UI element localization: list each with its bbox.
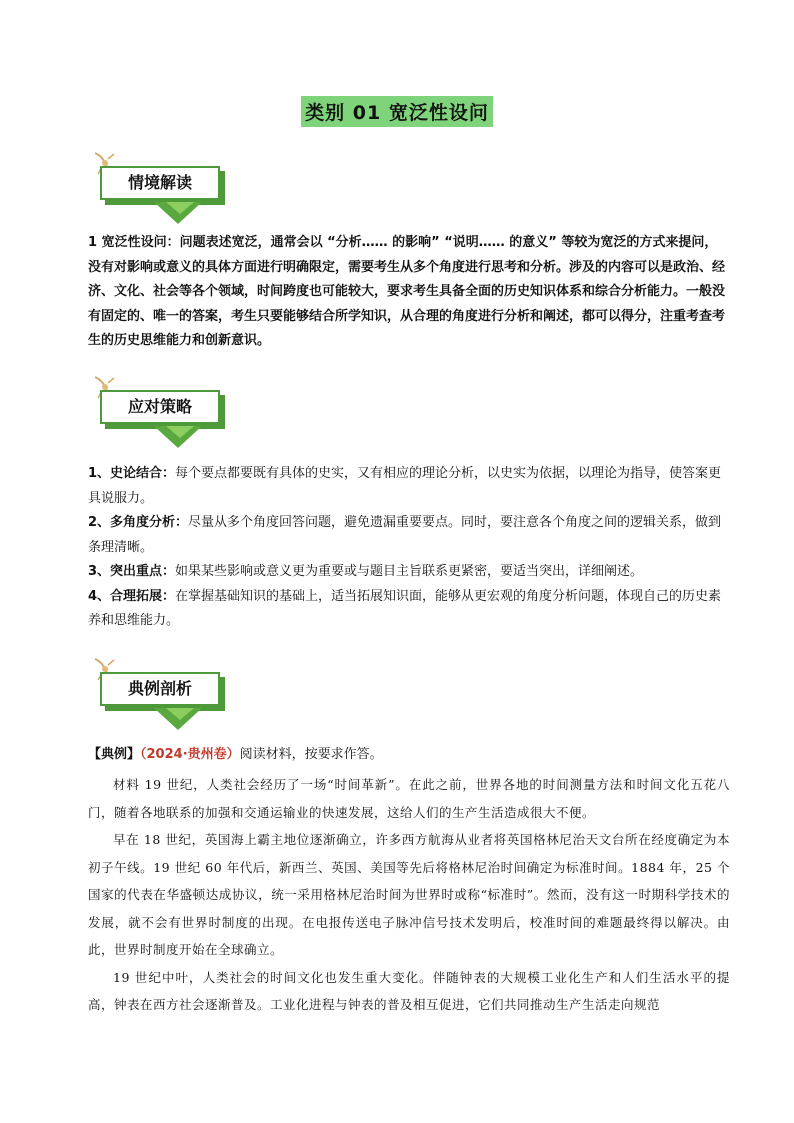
page-title: 类别 01 宽泛性设问 bbox=[301, 96, 493, 127]
material-paragraph: 19 世纪中叶，人类社会的时间文化也发生重大变化。伴随钟表的大规模工业化生产和人们生活水平的提高，钟表在西方社会逐渐普及。工业化进程与钟表的普及相互促进，它们共同推动生产生活走向规范 bbox=[88, 969, 730, 1012]
context-paragraph bbox=[88, 231, 730, 354]
section-header-strategy bbox=[80, 374, 230, 454]
strategy-text: 尽量从多个角度回答问题，避免遗漏重要要点。同时，要注意各个角度之间的逻辑关系，做到条理清晰。 bbox=[88, 515, 722, 555]
example-tag: 【典例】 bbox=[88, 747, 141, 762]
section-label: 典例剖析 bbox=[127, 679, 192, 698]
section-header-example bbox=[80, 656, 230, 736]
material-block bbox=[88, 771, 730, 1019]
section-header-context bbox=[80, 150, 230, 230]
strategy-item bbox=[88, 585, 730, 634]
example-line bbox=[88, 743, 730, 768]
material-paragraph: 材料 19 世纪，人类社会经历了一场“时间革新”。在此之前，世界各地的时间测量方法和时间文化五花八门，随着各地联系的加强和交通运输业的快速发展，这给人们的生产生活造成很大不便。 bbox=[88, 777, 730, 820]
context-text: 1 宽泛性设问：问题表述宽泛，通常会以 “分析…… 的影响” “说明…… 的意义” 等较为宽泛的方式来提问，没有对影响或意义的具体方面进行明确限定，需要考生从多个角度进行思考和分析。涉及的内容可以是政治、经济、文化、社会等各个领域，时间跨度也可能较大，要求考生具备全面的历史知识体系和综合分析能力。一般没有固定的、唯一的答案，考生只要能够结合所学知识，从合理的角度进行分析和阐述，都可以得分，注重考查考生的历史思维能力和创新意识。 bbox=[88, 235, 726, 348]
example-instruction: 阅读材料，按要求作答。 bbox=[239, 747, 383, 762]
strategy-item bbox=[88, 511, 730, 560]
strategy-item bbox=[88, 560, 730, 585]
section-label: 情境解读 bbox=[127, 173, 192, 192]
strategy-list bbox=[88, 462, 730, 634]
strategy-head: 1、史论结合： bbox=[88, 466, 176, 481]
title-wrap bbox=[0, 96, 794, 127]
strategy-head: 3、突出重点： bbox=[88, 564, 176, 579]
ribbon-icon-inner bbox=[166, 426, 194, 438]
strategy-text: 如果某些影响或意义更为重要或与题目主旨联系更紧密，要适当突出，详细阐述。 bbox=[175, 564, 644, 579]
strategy-text: 在掌握基础知识的基础上，适当拓展知识面，能够从更宏观的角度分析问题，体现自己的历史素养和思维能力。 bbox=[88, 588, 722, 628]
ribbon-icon-inner bbox=[166, 202, 194, 214]
example-header bbox=[88, 743, 730, 768]
material-paragraph: 早在 18 世纪，英国海上霸主地位逐渐确立，许多西方航海从业者将英国格林尼治天文台所在经度确定为本初子午线。19 世纪 60 年代后，新西兰、英国、美国等先后将格林尼治时间确定为标准时间。1884 年，25 个国家的代表在华盛顿达成协议，统一采用格林尼治时间为世界时或称“标准时”。然而，没有这一时期科学技术的发展，就不会有世界时制度的出现。在电报传送电子脉冲信号技术发明后，校准时间的难题最终得以解决。由此，世界时制度开始在全球确立。 bbox=[88, 832, 730, 957]
strategy-text: 每个要点都要既有具体的史实，又有相应的理论分析，以史实为依据，以理论为指导，使答案更具说服力。 bbox=[88, 466, 722, 506]
example-source: （2024·贵州卷） bbox=[140, 747, 240, 762]
section-label: 应对策略 bbox=[127, 397, 192, 416]
strategy-head: 4、合理拓展： bbox=[88, 588, 176, 604]
ribbon-icon-inner bbox=[166, 708, 194, 720]
strategy-head: 2、多角度分析： bbox=[88, 515, 189, 530]
strategy-item bbox=[88, 462, 730, 511]
